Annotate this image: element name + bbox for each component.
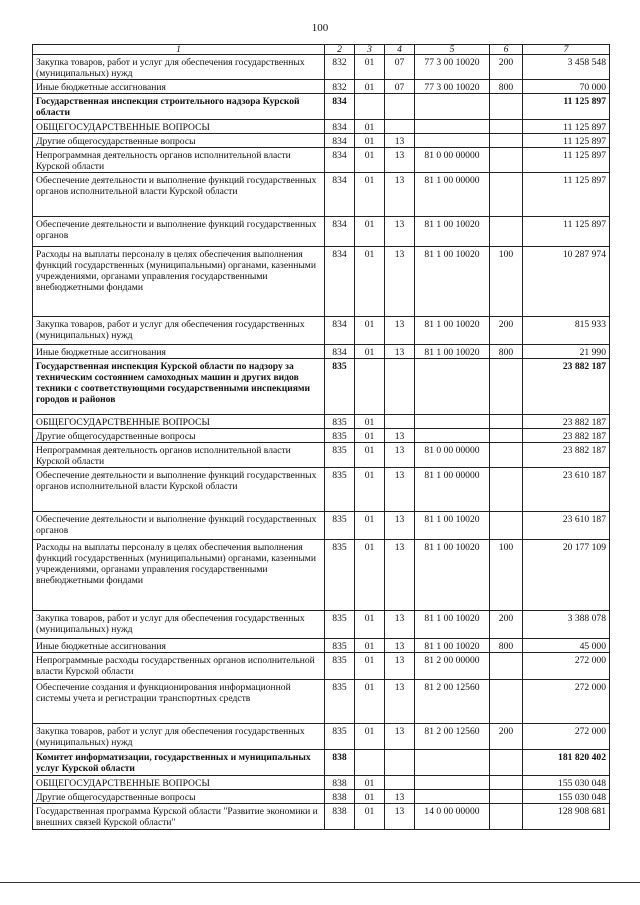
section-code-cell: 01	[355, 120, 385, 134]
expense-type-cell: 200	[490, 317, 523, 345]
table-row	[33, 94, 610, 120]
ministry-code-cell: 835	[325, 415, 355, 429]
target-article-cell	[415, 415, 490, 429]
expense-type-cell	[490, 776, 523, 790]
section-code-cell: 01	[355, 724, 385, 750]
expense-type-cell: 800	[490, 80, 523, 94]
subsection-code-cell: 13	[385, 804, 415, 830]
ministry-code-cell: 838	[325, 750, 355, 776]
budget-table	[32, 44, 610, 830]
subsection-code-cell	[385, 94, 415, 120]
ministry-code-cell: 834	[325, 317, 355, 345]
row-name-cell: Обеспечение деятельности и выполнение функций государственных органов исполнительной власти Курской области	[33, 468, 325, 512]
amount-cell: 23 610 187	[523, 468, 610, 512]
ministry-code-cell: 835	[325, 359, 355, 415]
subsection-code-cell: 13	[385, 653, 415, 680]
amount-cell: 11 125 897	[523, 217, 610, 247]
row-name-cell: Другие общегосударственные вопросы	[33, 790, 325, 804]
ministry-code-cell: 834	[325, 247, 355, 317]
table-row	[33, 217, 610, 247]
section-code-cell	[355, 750, 385, 776]
amount-cell: 155 030 048	[523, 776, 610, 790]
expense-type-cell	[490, 653, 523, 680]
expense-type-cell: 100	[490, 247, 523, 317]
amount-cell: 11 125 897	[523, 173, 610, 217]
amount-cell: 20 177 109	[523, 540, 610, 611]
target-article-cell	[415, 134, 490, 148]
subsection-code-cell: 13	[385, 217, 415, 247]
table-row	[33, 468, 610, 512]
row-name-cell: Закупка товаров, работ и услуг для обеспечения государственных (муниципальных) нужд	[33, 317, 325, 345]
target-article-cell	[415, 429, 490, 443]
row-name-cell: Обеспечение деятельности и выполнение функций государственных органов	[33, 512, 325, 540]
amount-cell: 70 000	[523, 80, 610, 94]
row-name-cell: Государственная инспекция строительного надзора Курской области	[33, 94, 325, 120]
ministry-code-cell: 835	[325, 429, 355, 443]
table-row	[33, 415, 610, 429]
ministry-code-cell: 834	[325, 148, 355, 173]
subsection-code-cell: 13	[385, 173, 415, 217]
amount-cell: 10 287 974	[523, 247, 610, 317]
row-name-cell: ОБЩЕГОСУДАРСТВЕННЫЕ ВОПРОСЫ	[33, 415, 325, 429]
expense-type-cell	[490, 415, 523, 429]
amount-cell: 23 610 187	[523, 512, 610, 540]
expense-type-cell	[490, 680, 523, 724]
table-row	[33, 429, 610, 443]
target-article-cell: 81 2 00 00000	[415, 653, 490, 680]
row-name-cell: Государственная инспекция Курской области по надзору за техническим состоянием самоходных машин и других видов техники с соответствующими государственными инспекциями городов и районов	[33, 359, 325, 415]
amount-cell: 11 125 897	[523, 134, 610, 148]
page-edge-line	[0, 882, 640, 883]
amount-cell: 3 458 548	[523, 55, 610, 80]
ministry-code-cell: 834	[325, 345, 355, 359]
column-header: 7	[523, 45, 610, 55]
subsection-code-cell: 13	[385, 345, 415, 359]
amount-cell: 128 908 681	[523, 804, 610, 830]
column-header: 6	[490, 45, 523, 55]
subsection-code-cell: 13	[385, 540, 415, 611]
table-row	[33, 611, 610, 639]
target-article-cell	[415, 120, 490, 134]
table-row	[33, 317, 610, 345]
row-name-cell: Иные бюджетные ассигнования	[33, 345, 325, 359]
column-header: 3	[355, 45, 385, 55]
section-code-cell: 01	[355, 80, 385, 94]
table-row	[33, 776, 610, 790]
target-article-cell: 81 1 00 10020	[415, 639, 490, 653]
row-name-cell: Другие общегосударственные вопросы	[33, 134, 325, 148]
expense-type-cell	[490, 468, 523, 512]
amount-cell: 3 388 078	[523, 611, 610, 639]
subsection-code-cell: 13	[385, 134, 415, 148]
row-name-cell: Закупка товаров, работ и услуг для обеспечения государственных (муниципальных) нужд	[33, 611, 325, 639]
subsection-code-cell: 13	[385, 429, 415, 443]
expense-type-cell	[490, 443, 523, 468]
subsection-code-cell: 13	[385, 317, 415, 345]
subsection-code-cell	[385, 750, 415, 776]
target-article-cell: 81 1 00 10020	[415, 345, 490, 359]
section-code-cell: 01	[355, 468, 385, 512]
subsection-code-cell: 07	[385, 80, 415, 94]
subsection-code-cell: 13	[385, 468, 415, 512]
section-code-cell: 01	[355, 639, 385, 653]
subsection-code-cell: 13	[385, 512, 415, 540]
table-row	[33, 724, 610, 750]
table-row	[33, 639, 610, 653]
target-article-cell	[415, 750, 490, 776]
table-row	[33, 680, 610, 724]
page-number: 100	[311, 22, 329, 34]
expense-type-cell	[490, 790, 523, 804]
expense-type-cell	[490, 173, 523, 217]
ministry-code-cell: 838	[325, 804, 355, 830]
subsection-code-cell	[385, 120, 415, 134]
section-code-cell: 01	[355, 134, 385, 148]
expense-type-cell	[490, 148, 523, 173]
ministry-code-cell: 834	[325, 120, 355, 134]
table-row	[33, 443, 610, 468]
expense-type-cell	[490, 94, 523, 120]
amount-cell: 815 933	[523, 317, 610, 345]
expense-type-cell: 200	[490, 724, 523, 750]
expense-type-cell	[490, 134, 523, 148]
target-article-cell: 81 1 00 10020	[415, 540, 490, 611]
section-code-cell: 01	[355, 443, 385, 468]
table-row	[33, 120, 610, 134]
table-row	[33, 55, 610, 80]
table-row	[33, 148, 610, 173]
target-article-cell: 81 1 00 10020	[415, 512, 490, 540]
amount-cell: 155 030 048	[523, 790, 610, 804]
expense-type-cell: 200	[490, 611, 523, 639]
section-code-cell: 01	[355, 540, 385, 611]
row-name-cell: Комитет информатизации, государственных и муниципальных услуг Курской области	[33, 750, 325, 776]
row-name-cell: Непрограммная деятельность органов исполнительной власти Курской области	[33, 443, 325, 468]
table-row	[33, 790, 610, 804]
ministry-code-cell: 835	[325, 512, 355, 540]
amount-cell: 23 882 187	[523, 359, 610, 415]
subsection-code-cell: 13	[385, 148, 415, 173]
ministry-code-cell: 832	[325, 55, 355, 80]
row-name-cell: Расходы на выплаты персоналу в целях обеспечения выполнения функций государственных (муниципальными) органами, казенными учреждениями, органами управления государственными внебюджетными фондами	[33, 247, 325, 317]
amount-cell: 272 000	[523, 680, 610, 724]
row-name-cell: ОБЩЕГОСУДАРСТВЕННЫЕ ВОПРОСЫ	[33, 776, 325, 790]
row-name-cell: Непрограммная деятельность органов исполнительной власти Курской области	[33, 148, 325, 173]
amount-cell: 11 125 897	[523, 148, 610, 173]
section-code-cell: 01	[355, 804, 385, 830]
row-name-cell: Государственная программа Курской области "Развитие экономики и внешних связей Курской области"	[33, 804, 325, 830]
ministry-code-cell: 834	[325, 94, 355, 120]
amount-cell: 23 882 187	[523, 443, 610, 468]
subsection-code-cell: 13	[385, 724, 415, 750]
table-row	[33, 359, 610, 415]
amount-cell: 23 882 187	[523, 415, 610, 429]
subsection-code-cell: 13	[385, 611, 415, 639]
ministry-code-cell: 835	[325, 468, 355, 512]
table-row	[33, 173, 610, 217]
amount-cell: 181 820 402	[523, 750, 610, 776]
table-row	[33, 345, 610, 359]
amount-cell: 45 000	[523, 639, 610, 653]
ministry-code-cell: 834	[325, 134, 355, 148]
amount-cell: 11 125 897	[523, 120, 610, 134]
section-code-cell: 01	[355, 247, 385, 317]
target-article-cell: 81 0 00 00000	[415, 148, 490, 173]
expense-type-cell: 800	[490, 639, 523, 653]
row-name-cell: Закупка товаров, работ и услуг для обеспечения государственных (муниципальных) нужд	[33, 55, 325, 80]
section-code-cell: 01	[355, 55, 385, 80]
target-article-cell: 81 0 00 00000	[415, 443, 490, 468]
subsection-code-cell	[385, 776, 415, 790]
row-name-cell: Закупка товаров, работ и услуг для обеспечения государственных (муниципальных) нужд	[33, 724, 325, 750]
subsection-code-cell: 13	[385, 247, 415, 317]
table-row	[33, 512, 610, 540]
subsection-code-cell	[385, 415, 415, 429]
subsection-code-cell: 13	[385, 443, 415, 468]
section-code-cell: 01	[355, 173, 385, 217]
table-row	[33, 804, 610, 830]
row-name-cell: Другие общегосударственные вопросы	[33, 429, 325, 443]
target-article-cell	[415, 790, 490, 804]
section-code-cell: 01	[355, 611, 385, 639]
target-article-cell: 81 2 00 12560	[415, 680, 490, 724]
row-name-cell: Обеспечение деятельности и выполнение функций государственных органов исполнительной власти Курской области	[33, 173, 325, 217]
row-name-cell: ОБЩЕГОСУДАРСТВЕННЫЕ ВОПРОСЫ	[33, 120, 325, 134]
ministry-code-cell: 834	[325, 173, 355, 217]
table-row	[33, 653, 610, 680]
expense-type-cell	[490, 512, 523, 540]
section-code-cell: 01	[355, 776, 385, 790]
expense-type-cell	[490, 429, 523, 443]
row-name-cell: Иные бюджетные ассигнования	[33, 80, 325, 94]
section-code-cell: 01	[355, 512, 385, 540]
subsection-code-cell	[385, 359, 415, 415]
column-header: 2	[325, 45, 355, 55]
section-code-cell: 01	[355, 148, 385, 173]
ministry-code-cell: 835	[325, 611, 355, 639]
expense-type-cell	[490, 804, 523, 830]
column-header: 5	[415, 45, 490, 55]
row-name-cell: Обеспечение деятельности и выполнение функций государственных органов	[33, 217, 325, 247]
subsection-code-cell: 13	[385, 639, 415, 653]
section-code-cell	[355, 94, 385, 120]
subsection-code-cell: 07	[385, 55, 415, 80]
table-row	[33, 247, 610, 317]
section-code-cell: 01	[355, 345, 385, 359]
column-header: 4	[385, 45, 415, 55]
section-code-cell: 01	[355, 790, 385, 804]
expense-type-cell	[490, 359, 523, 415]
amount-cell: 21 990	[523, 345, 610, 359]
table-row	[33, 134, 610, 148]
ministry-code-cell: 834	[325, 217, 355, 247]
ministry-code-cell: 835	[325, 443, 355, 468]
column-header: 1	[33, 45, 325, 55]
subsection-code-cell: 13	[385, 790, 415, 804]
section-code-cell: 01	[355, 317, 385, 345]
expense-type-cell	[490, 120, 523, 134]
section-code-cell	[355, 359, 385, 415]
section-code-cell: 01	[355, 217, 385, 247]
ministry-code-cell: 835	[325, 639, 355, 653]
target-article-cell: 81 1 00 10020	[415, 317, 490, 345]
target-article-cell: 77 3 00 10020	[415, 55, 490, 80]
ministry-code-cell: 835	[325, 724, 355, 750]
amount-cell: 23 882 187	[523, 429, 610, 443]
target-article-cell	[415, 776, 490, 790]
table-row	[33, 750, 610, 776]
expense-type-cell: 200	[490, 55, 523, 80]
section-code-cell: 01	[355, 653, 385, 680]
target-article-cell: 81 1 00 10020	[415, 217, 490, 247]
target-article-cell	[415, 94, 490, 120]
amount-cell: 272 000	[523, 653, 610, 680]
amount-cell: 11 125 897	[523, 94, 610, 120]
section-code-cell: 01	[355, 680, 385, 724]
subsection-code-cell: 13	[385, 680, 415, 724]
target-article-cell: 81 1 00 00000	[415, 173, 490, 217]
ministry-code-cell: 832	[325, 80, 355, 94]
ministry-code-cell: 838	[325, 776, 355, 790]
row-name-cell: Расходы на выплаты персоналу в целях обеспечения выполнения функций государственных (муниципальными) органами, казенными учреждениями, органами управления государственными внебюджетными фондами	[33, 540, 325, 611]
target-article-cell: 81 1 00 10020	[415, 611, 490, 639]
ministry-code-cell: 835	[325, 540, 355, 611]
target-article-cell: 81 2 00 12560	[415, 724, 490, 750]
target-article-cell: 14 0 00 00000	[415, 804, 490, 830]
ministry-code-cell: 835	[325, 680, 355, 724]
row-name-cell: Обеспечение создания и функционирования информационной системы учета и регистрации транспортных средств	[33, 680, 325, 724]
expense-type-cell: 100	[490, 540, 523, 611]
table-row	[33, 540, 610, 611]
column-header-row	[33, 45, 610, 55]
expense-type-cell	[490, 217, 523, 247]
section-code-cell: 01	[355, 415, 385, 429]
target-article-cell: 81 1 00 10020	[415, 247, 490, 317]
ministry-code-cell: 835	[325, 653, 355, 680]
row-name-cell: Иные бюджетные ассигнования	[33, 639, 325, 653]
ministry-code-cell: 838	[325, 790, 355, 804]
expense-type-cell	[490, 750, 523, 776]
expense-type-cell: 800	[490, 345, 523, 359]
row-name-cell: Непрограммные расходы государственных органов исполнительной власти Курской области	[33, 653, 325, 680]
target-article-cell	[415, 359, 490, 415]
target-article-cell: 81 1 00 00000	[415, 468, 490, 512]
table-row	[33, 80, 610, 94]
amount-cell: 272 000	[523, 724, 610, 750]
target-article-cell: 77 3 00 10020	[415, 80, 490, 94]
section-code-cell: 01	[355, 429, 385, 443]
